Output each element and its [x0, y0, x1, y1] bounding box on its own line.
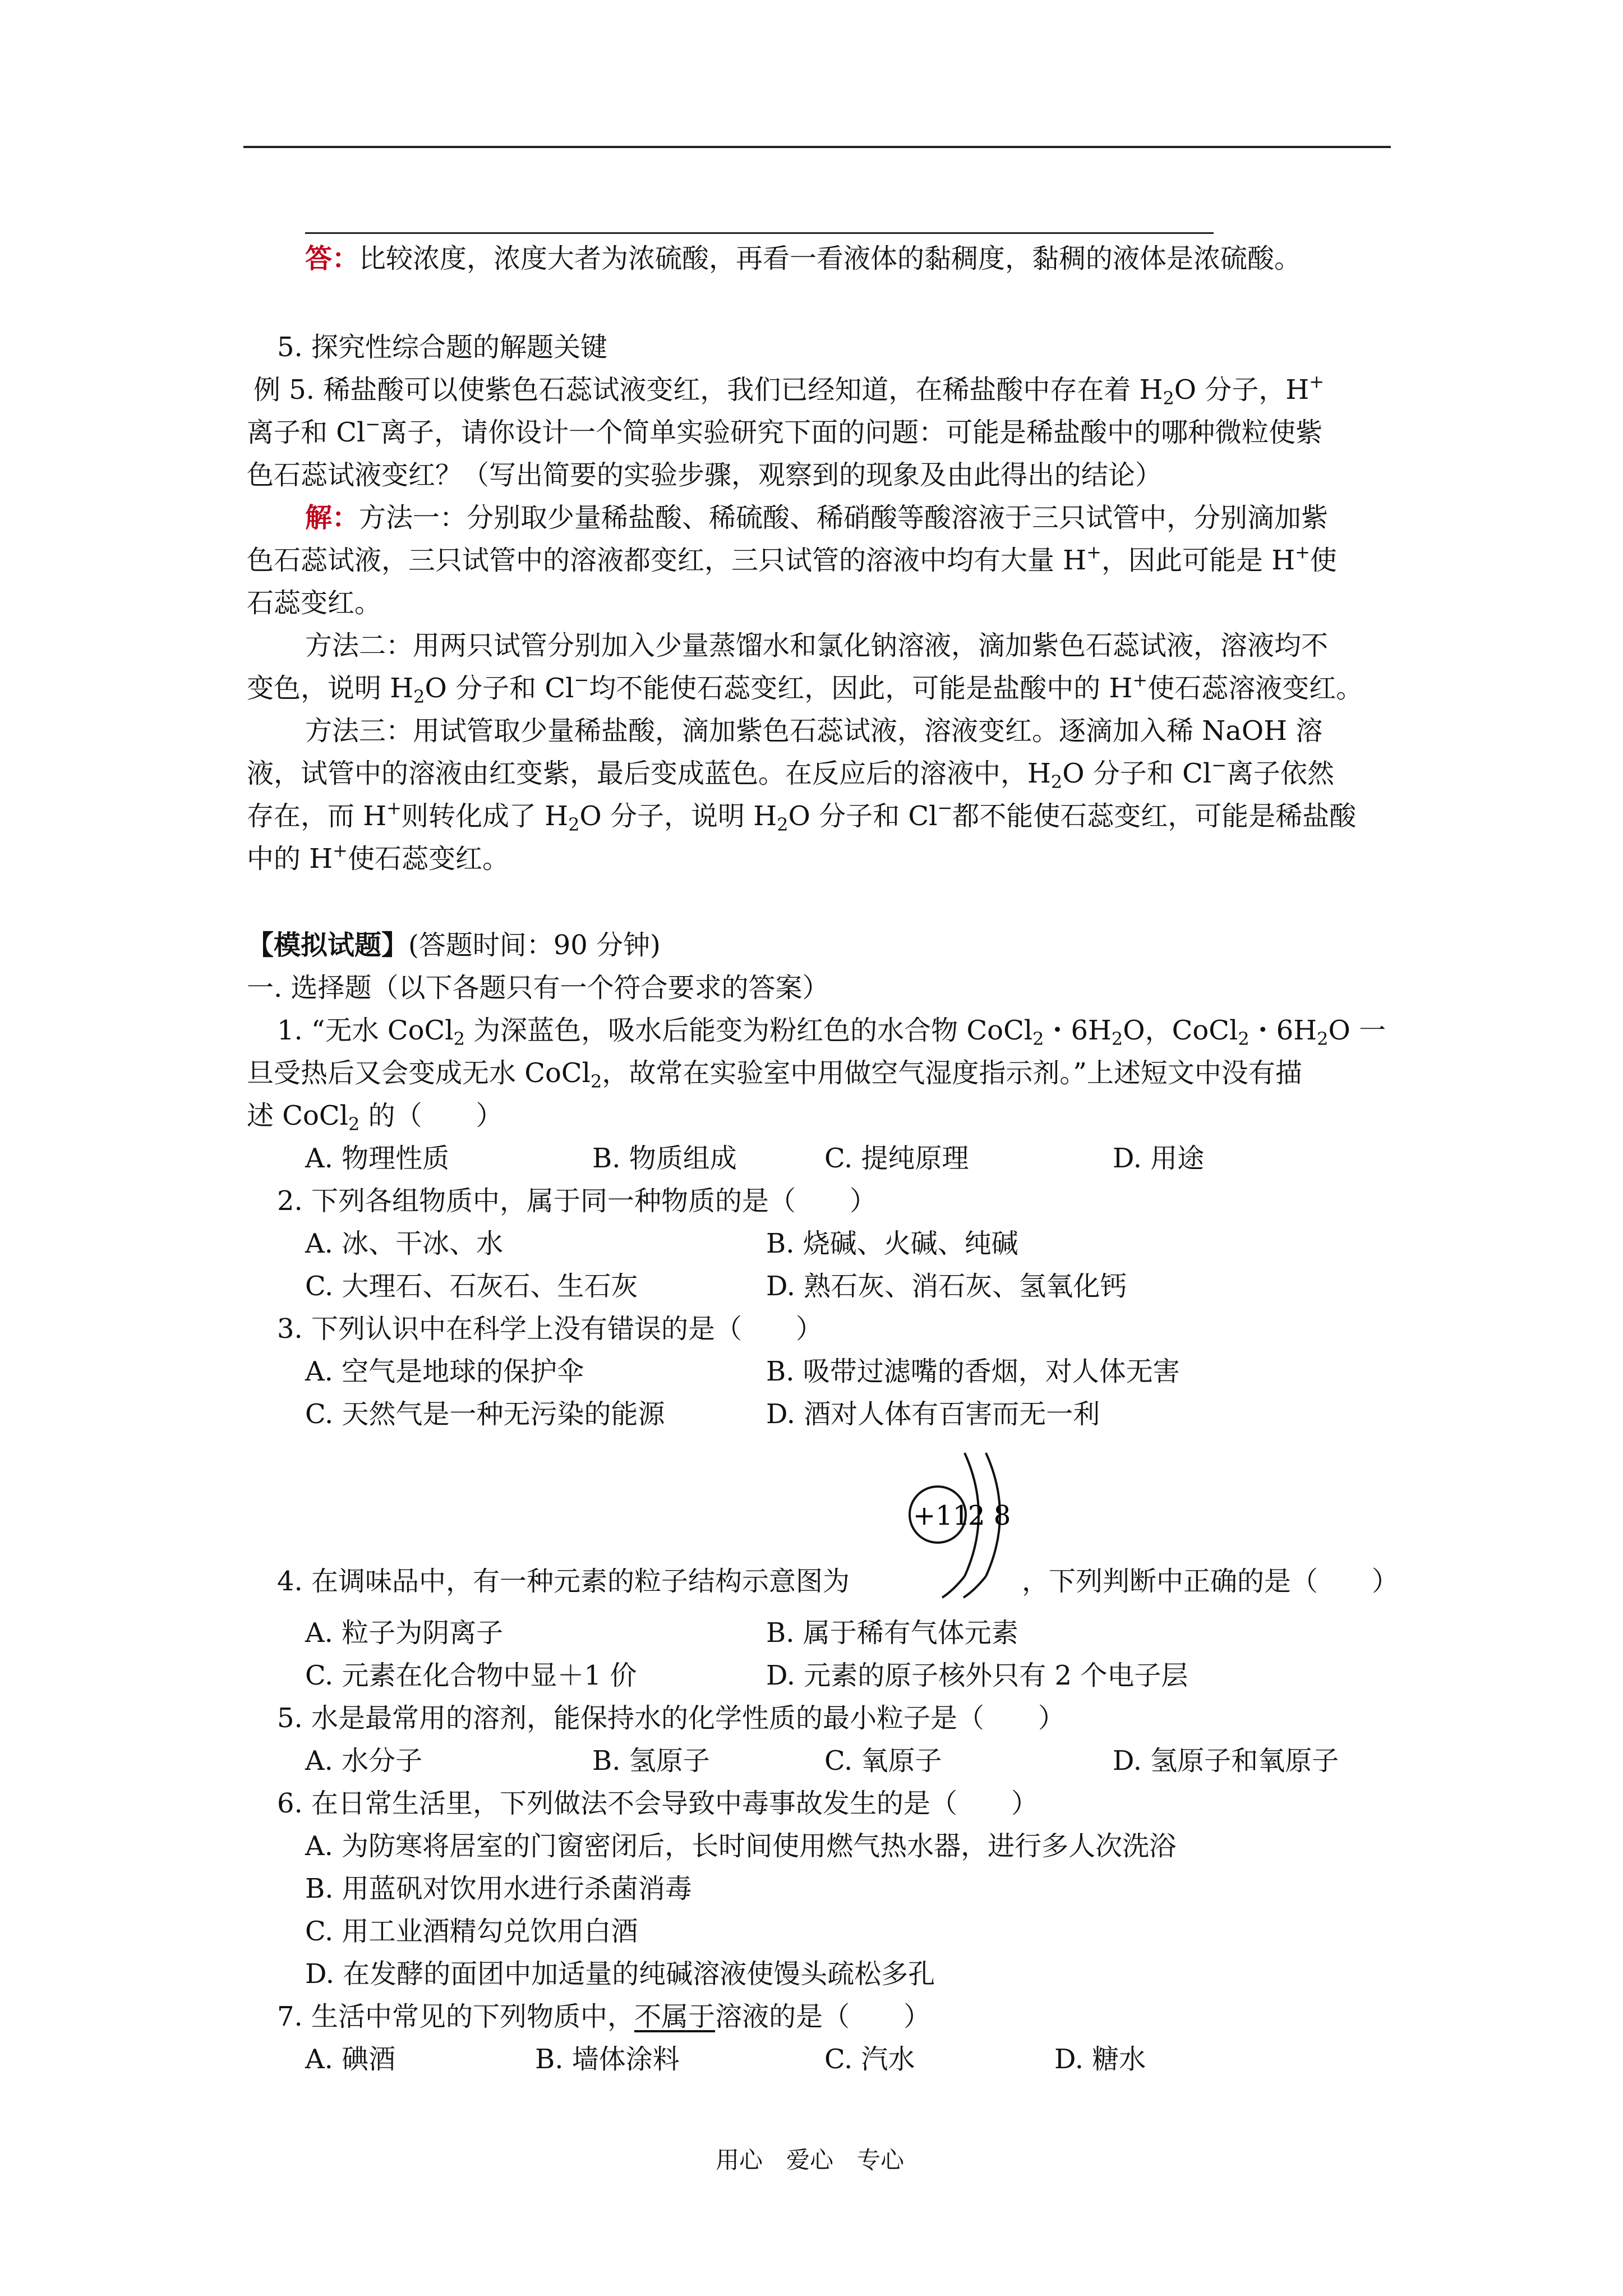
q7-option-d[interactable]: D. 糖水 [1054, 2044, 1146, 2075]
superscript: + [386, 797, 402, 818]
q5-stem: 5. 水是最常用的溶剂，能保持水的化学性质的最小粒子是（ ） [277, 1703, 1066, 1734]
text-segment: 变色，说明 H [247, 673, 414, 704]
solution-line3: 石蕊变红。 [247, 587, 382, 619]
text-segment: 中的 H [247, 843, 333, 875]
q1-line2 [247, 1056, 1302, 1091]
method2-line2 [247, 671, 1363, 706]
subscript: 2 [413, 686, 425, 707]
shell-tail-2 [963, 1576, 986, 1598]
nucleus-charge: +11 [913, 1500, 970, 1531]
text-segment: 旦受热后又会变成无水 CoCl [247, 1057, 591, 1089]
solution-label: 解： [305, 502, 359, 533]
example5-line2 [247, 415, 1322, 450]
subscript: 2 [348, 1114, 360, 1135]
q2-option-d[interactable]: D. 熟石灰、消石灰、氢氧化钙 [766, 1271, 1127, 1302]
q1-line1 [277, 1013, 1386, 1048]
q7-option-b[interactable]: B. 墙体涂料 [535, 2044, 680, 2075]
text-segment: 离子和 Cl [247, 417, 366, 448]
text-segment: 离子，请你设计一个简单实验研究下面的问题：可能是稀盐酸中的哪种微粒使紫 [380, 417, 1323, 448]
shell-electrons: 2 8 [968, 1500, 1011, 1531]
mock-time: (答题时间：90 分钟) [408, 930, 661, 961]
q5-option-d[interactable]: D. 氢原子和氧原子 [1113, 1745, 1339, 1777]
text-segment: 都不能使石蕊变红，可能是稀盐酸 [952, 800, 1357, 832]
subscript: 2 [590, 1071, 602, 1092]
q3-option-b[interactable]: B. 吸带过滤嘴的香烟，对人体无害 [766, 1356, 1180, 1387]
text-segment: 的（ ） [359, 1100, 503, 1131]
text-segment: 7. 生活中常见的下列物质中， [277, 2001, 635, 2032]
solution-line2 [247, 543, 1337, 578]
part1-heading: 一. 选择题（以下各题只有一个符合要求的答案） [247, 972, 829, 1004]
subscript: 2 [777, 814, 789, 835]
text-segment: O 分子和 Cl [1062, 758, 1212, 789]
text-segment: 方法一：分别取少量稀盐酸、稀硫酸、稀硝酸等酸溶液于三只试管中，分别滴加紫 [359, 502, 1329, 533]
method3-line2 [247, 756, 1334, 791]
superscript: − [1211, 754, 1227, 776]
text-segment: O，CoCl [1123, 1015, 1238, 1046]
text-segment: ・6H [1249, 1015, 1317, 1046]
mock-title-line [247, 928, 661, 963]
method2-line1: 方法二：用两只试管分别加入少量蒸馏水和氯化钠溶液，滴加紫色石蕊试液，溶液均不 [305, 630, 1329, 661]
q4-stem-a: 4. 在调味品中，有一种元素的粒子结构示意图为 [277, 1566, 850, 1597]
subscript: 2 [1238, 1028, 1249, 1050]
q1-option-d[interactable]: D. 用途 [1113, 1143, 1205, 1174]
superscript: + [1132, 669, 1148, 691]
text-segment: 使石蕊变红。 [347, 843, 509, 875]
subscript: 2 [453, 1028, 465, 1050]
section-title: 5. 探究性综合题的解题关键 [277, 332, 608, 363]
superscript: + [1309, 371, 1325, 392]
text-segment: 为深蓝色，吸水后能变为粉红色的水合物 CoCl [464, 1015, 1033, 1046]
underlined-text: 不属于 [634, 2001, 716, 2032]
superscript: − [937, 797, 953, 818]
text-segment: O 一 [1328, 1015, 1386, 1046]
subscript: 2 [1317, 1028, 1329, 1050]
method3-line3 [247, 799, 1356, 834]
superscript: + [333, 840, 348, 861]
method3-line1: 方法三：用试管取少量稀盐酸，滴加紫色石蕊试液，溶液变红。逐滴加入稀 NaOH 溶 [305, 715, 1323, 747]
text-segment: ・6H [1044, 1015, 1112, 1046]
q4-option-b[interactable]: B. 属于稀有气体元素 [766, 1617, 1018, 1649]
q3-option-c[interactable]: C. 天然气是一种无污染的能源 [305, 1398, 665, 1430]
q4-option-a[interactable]: A. 粒子为阴离子 [305, 1617, 504, 1649]
superscript: + [1295, 541, 1310, 563]
text-segment: 述 CoCl [247, 1100, 348, 1131]
superscript: − [365, 413, 381, 435]
subscript: 2 [1111, 1028, 1123, 1050]
text-segment: 液，试管中的溶液由红变紫，最后变成蓝色。在反应后的溶液中，H [247, 758, 1051, 789]
q4-option-c[interactable]: C. 元素在化合物中显＋1 价 [305, 1660, 637, 1691]
q1-line3 [247, 1098, 503, 1133]
q2-stem: 2. 下列各组物质中，属于同一种物质的是（ ） [277, 1185, 877, 1217]
answer-rule [305, 232, 1214, 234]
subscript: 2 [1050, 771, 1063, 793]
q5-option-a[interactable]: A. 水分子 [305, 1745, 423, 1777]
answer-text: 比较浓度，浓度大者为浓硫酸，再看一看液体的黏稠度，黏稠的液体是浓硫酸。 [359, 243, 1302, 274]
text-segment: O 分子，H [1174, 374, 1310, 406]
q4-stem-b: ，下列判断中正确的是（ ） [1022, 1566, 1399, 1597]
text-segment: 存在，而 H [247, 800, 387, 832]
text-segment: 1. “无水 CoCl [277, 1015, 454, 1046]
text-segment: O 分子，说明 H [579, 800, 777, 832]
text-segment: ，故常在实验室中用做空气湿度指示剂。”上述短文中没有描 [602, 1057, 1302, 1089]
q2-option-c[interactable]: C. 大理石、石灰石、生石灰 [305, 1271, 638, 1302]
q1-option-c[interactable]: C. 提纯原理 [824, 1143, 969, 1174]
q7-option-a[interactable]: A. 碘酒 [305, 2044, 396, 2075]
subscript: 2 [568, 814, 580, 835]
text-segment: 使 [1310, 545, 1337, 576]
page-footer: 用心 爱心 专心 [716, 2146, 905, 2174]
atom-structure-diagram [897, 1447, 1032, 1604]
q1-option-a[interactable]: A. 物理性质 [305, 1143, 450, 1174]
text-segment: ，因此可能是 H [1101, 545, 1295, 576]
text-segment: O 分子和 Cl [425, 673, 574, 704]
text-segment: 色石蕊试液，三只试管中的溶液都变红，三只试管的溶液中均有大量 H [247, 545, 1087, 576]
q3-stem: 3. 下列认识中在科学上没有错误的是（ ） [277, 1313, 823, 1345]
q7-option-c[interactable]: C. 汽水 [824, 2044, 915, 2075]
method3-line4 [247, 841, 509, 876]
solution-line1 [305, 500, 1328, 535]
text-segment: O 分子和 Cl [788, 800, 938, 832]
q4-option-d[interactable]: D. 元素的原子核外只有 2 个电子层 [766, 1660, 1188, 1691]
q2-option-b[interactable]: B. 烧碱、火碱、纯碱 [766, 1228, 1018, 1259]
subscript: 2 [1163, 388, 1174, 409]
example5-line1 [253, 372, 1324, 407]
q6-option-c[interactable]: C. 用工业酒精勾兑饮用白酒 [305, 1916, 638, 1947]
q6-option-a[interactable]: A. 为防寒将居室的门窗密闭后，长时间使用燃气热水器，进行多人次洗浴 [305, 1830, 1177, 1862]
superscript: + [1086, 541, 1101, 563]
q5-option-c[interactable]: C. 氧原子 [824, 1745, 942, 1777]
text-segment: 离子依然 [1227, 758, 1335, 789]
mock-title: 【模拟试题】 [247, 930, 409, 961]
superscript: − [574, 669, 589, 691]
text-segment: 使石蕊溶液变红。 [1147, 673, 1363, 704]
q6-option-b[interactable]: B. 用蓝矾对饮用水进行杀菌消毒 [305, 1873, 692, 1904]
example5-line3: 色石蕊试液变红？（写出简要的实验步骤，观察到的现象及由此得出的结论） [247, 459, 1163, 491]
subscript: 2 [1032, 1028, 1044, 1050]
q2-option-a[interactable]: A. 冰、干冰、水 [305, 1228, 504, 1259]
q3-option-d[interactable]: D. 酒对人体有百害而无一利 [766, 1398, 1100, 1430]
text-segment: 例 5. 稀盐酸可以使紫色石蕊试液变红，我们已经知道，在稀盐酸中存在着 H [253, 374, 1163, 406]
answer-line [305, 241, 1301, 276]
header-rule [243, 146, 1391, 148]
text-segment: 均不能使石蕊变红，因此，可能是盐酸中的 H [589, 673, 1133, 704]
q7-stem [277, 1999, 930, 2034]
answer-label: 答： [305, 243, 359, 274]
shell-tail-1 [942, 1576, 965, 1598]
q6-option-d[interactable]: D. 在发酵的面团中加适量的纯碱溶液使馒头疏松多孔 [305, 1958, 935, 1990]
q6-stem: 6. 在日常生活里，下列做法不会导致中毒事故发生的是（ ） [277, 1788, 1039, 1819]
q3-option-a[interactable]: A. 空气是地球的保护伞 [305, 1356, 584, 1387]
text-segment: 则转化成了 H [401, 800, 569, 832]
text-segment: 溶液的是（ ） [715, 2001, 931, 2032]
q5-option-b[interactable]: B. 氢原子 [592, 1745, 710, 1777]
q1-option-b[interactable]: B. 物质组成 [592, 1143, 737, 1174]
